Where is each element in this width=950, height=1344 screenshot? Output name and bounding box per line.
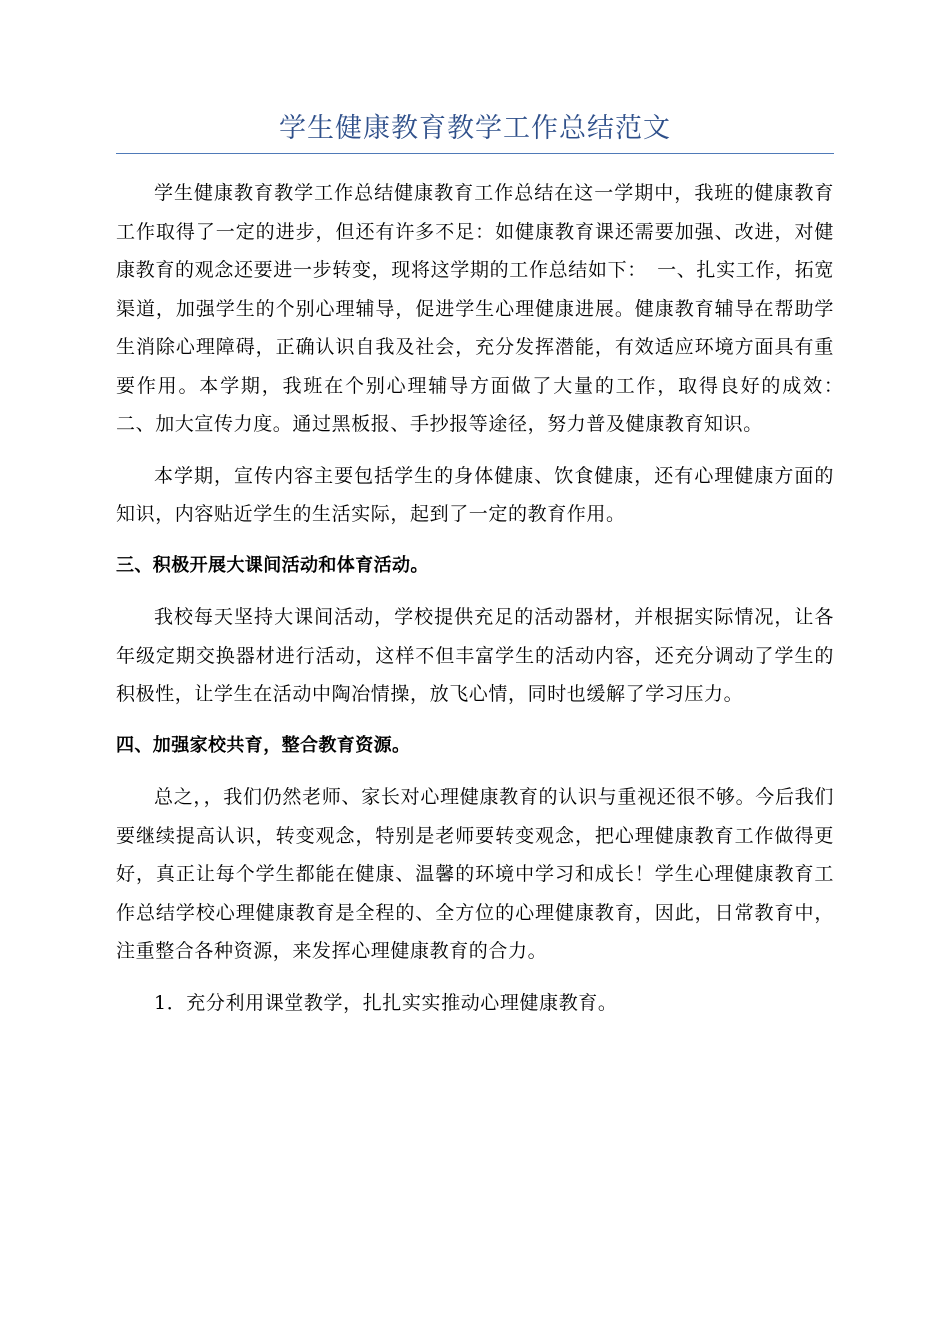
paragraph-summary: 总之，，我们仍然老师、家长对心理健康教育的认识与重视还很不够。今后我们要继续提高认识，转变观念，特别是老师要转变观念，把心理健康教育工作做得更好，真正让每个学生都能在健康、温馨的环境中学习和成长！学生心理健康教育工作总结学校心理健康教育是全程的、全方位的心理健康教育，因此，日常教育中，注重整合各种资源，来发挥心理健康教育的合力。 (116, 786, 834, 962)
paragraph-intro: 学生健康教育教学工作总结健康教育工作总结在这一学期中，我班的健康教育工作取得了一定的进步，但还有许多不足：如健康教育课还需要加强、改进，对健康教育的观念还要进一步转变，现将这学期的工作总结如下： 一、扎实工作，拓宽渠道，加强学生的个别心理辅导，促进学生心理健康进展。健康教育辅导在帮助学生消除心理障碍，正确认识自我及社会，充分发挥潜能，有效适应环境方面具有重要作用。本学期，我班在个别心理辅导方面做了大量的工作，取得良好的成效： 二、加大宣传力度。通过黑板报、手抄报等途径，努力普及健康教育知识。 (116, 182, 854, 435)
title-underline (116, 153, 834, 154)
list-item-1: 1．充分利用课堂教学，扎扎实实推动心理健康教育。 (154, 991, 618, 1014)
document-page (116, 108, 854, 1035)
paragraph-publicity: 本学期，宣传内容主要包括学生的身体健康、饮食健康，还有心理健康方面的知识，内容贴近学生的生活实际，起到了一定的教育作用。 (116, 464, 834, 525)
section-heading-3: 三、积极开展大课间活动和体育活动。 (116, 554, 429, 576)
section-heading-4: 四、加强家校共育，整合教育资源。 (116, 734, 411, 756)
paragraph-activities: 我校每天坚持大课间活动，学校提供充足的活动器材，并根据实际情况，让各年级定期交换器材进行活动，这样不但丰富学生的活动内容，还充分调动了学生的积极性，让学生在活动中陶冶情操，放飞心情，同时也缓解了学习压力。 (116, 606, 834, 705)
document-title: 学生健康教育教学工作总结范文 (279, 113, 671, 144)
